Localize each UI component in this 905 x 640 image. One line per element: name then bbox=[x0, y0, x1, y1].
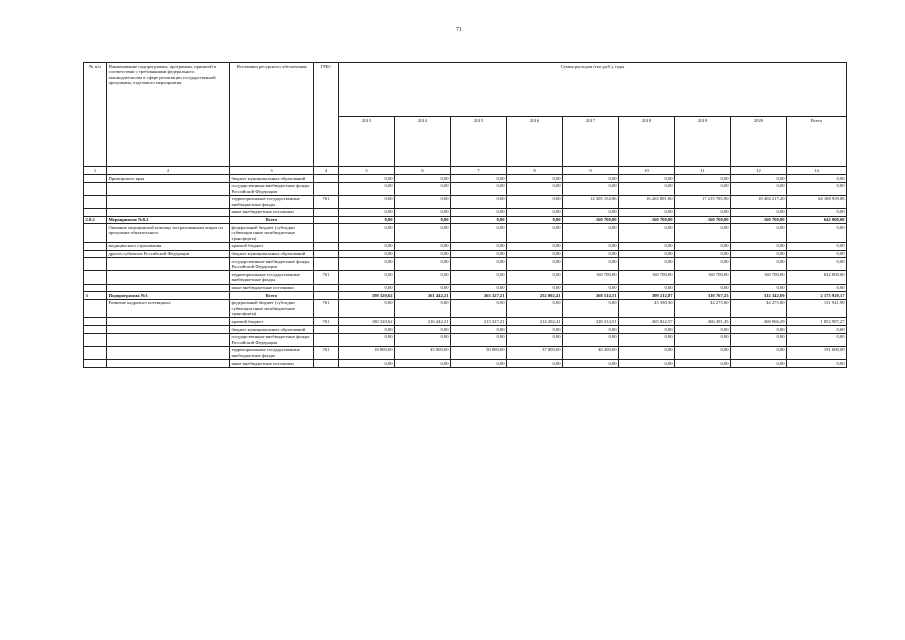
table-row bbox=[84, 333, 847, 346]
row-value: 0,00 bbox=[563, 224, 619, 243]
row-name: Подпрограмма №3 bbox=[107, 292, 230, 300]
row-value: 0,00 bbox=[787, 284, 847, 292]
row-value: 0,00 bbox=[787, 182, 847, 195]
row-value: 160 700,00 bbox=[675, 271, 731, 284]
row-source: Всего bbox=[230, 292, 314, 300]
row-value: 0,00 bbox=[563, 284, 619, 292]
row-value: 0,00 bbox=[451, 333, 507, 346]
row-name: медицинского страхования bbox=[107, 242, 230, 250]
row-source: государственные внебюджетные фонды Российской Федерации bbox=[230, 182, 314, 195]
row-value: 0,00 bbox=[395, 258, 451, 271]
column-number: 2 bbox=[107, 167, 230, 175]
row-value: 18 000,00 bbox=[339, 346, 395, 359]
row-value: 252 002,41 bbox=[507, 292, 563, 300]
row-value: 0,00 bbox=[731, 346, 787, 359]
row-value: 0,00 bbox=[339, 299, 395, 318]
row-value: 0,00 bbox=[731, 326, 787, 334]
row-value: 312 342,69 bbox=[731, 292, 787, 300]
row-source: территориальные государственные внебюджетные фонды bbox=[230, 195, 314, 208]
header-year: 2018 bbox=[619, 117, 675, 167]
table-row bbox=[84, 250, 847, 258]
row-value: 0,00 bbox=[563, 250, 619, 258]
row-source: иные внебюджетные источники bbox=[230, 208, 314, 216]
column-number: 8 bbox=[507, 167, 563, 175]
row-value: 0,00 bbox=[507, 271, 563, 284]
row-value: 160 700,00 bbox=[675, 216, 731, 224]
row-grbs: 761 bbox=[314, 346, 339, 359]
row-value: 0,00 bbox=[619, 326, 675, 334]
row-value: 0,00 bbox=[395, 299, 451, 318]
row-value: 265 822,57 bbox=[619, 318, 675, 326]
row-grbs: 761 bbox=[314, 271, 339, 284]
row-value: 0,00 bbox=[675, 224, 731, 243]
row-value: 268 066,29 bbox=[731, 318, 787, 326]
header-num: № п/п bbox=[84, 63, 107, 167]
row-value: 0,00 bbox=[563, 360, 619, 368]
row-number bbox=[84, 175, 107, 183]
row-value: 0,00 bbox=[731, 224, 787, 243]
row-source: федеральный бюджет (субсидии субвенции иные межбюджетные трансферты) bbox=[230, 224, 314, 243]
row-value: 213 327,21 bbox=[451, 318, 507, 326]
row-value: 37 800,00 bbox=[507, 346, 563, 359]
row-value: 0,00 bbox=[563, 258, 619, 271]
row-name bbox=[107, 333, 230, 346]
row-value: 0,00 bbox=[395, 208, 451, 216]
row-source: бюджет муниципальных образований bbox=[230, 250, 314, 258]
row-value: 0,00 bbox=[395, 242, 451, 250]
row-grbs bbox=[314, 224, 339, 243]
row-number bbox=[84, 360, 107, 368]
header-name: Наименование подпрограммы, программы, принятой в соответствии с требованиями федерального законодательства в сфере реализации государственной программы, отдельного мероприятия bbox=[107, 63, 230, 167]
header-year: 2020 bbox=[731, 117, 787, 167]
column-number: 10 bbox=[619, 167, 675, 175]
row-value: 0,00 bbox=[339, 250, 395, 258]
row-value: 160 700,00 bbox=[619, 216, 675, 224]
row-value: 0,00 bbox=[563, 299, 619, 318]
row-value: 0,00 bbox=[339, 333, 395, 346]
row-number bbox=[84, 326, 107, 334]
row-value: 180 320,62 bbox=[339, 318, 395, 326]
row-value: 0,00 bbox=[339, 216, 395, 224]
row-value: 0,00 bbox=[787, 326, 847, 334]
row-name bbox=[107, 318, 230, 326]
row-value: 0,00 bbox=[563, 242, 619, 250]
row-value: 0,00 bbox=[451, 258, 507, 271]
row-value: 263 327,21 bbox=[451, 292, 507, 300]
column-number: 9 bbox=[563, 167, 619, 175]
row-value: 0,00 bbox=[787, 333, 847, 346]
row-value: 0,00 bbox=[339, 326, 395, 334]
table-row bbox=[84, 360, 847, 368]
row-value: 0,00 bbox=[395, 360, 451, 368]
row-value: 0,00 bbox=[451, 182, 507, 195]
column-number: 1 bbox=[84, 167, 107, 175]
row-value: 0,00 bbox=[675, 250, 731, 258]
row-number bbox=[84, 242, 107, 250]
row-number bbox=[84, 333, 107, 346]
row-name bbox=[107, 284, 230, 292]
row-value: 0,00 bbox=[339, 284, 395, 292]
table-row bbox=[84, 271, 847, 284]
row-value: 0,00 bbox=[339, 175, 395, 183]
column-number: 7 bbox=[451, 167, 507, 175]
row-source: федеральный бюджет (субсидии субвенции иные межбюджетные трансферты) bbox=[230, 299, 314, 318]
table-row bbox=[84, 292, 847, 300]
row-value: 0,00 bbox=[339, 182, 395, 195]
row-value: 0,00 bbox=[619, 333, 675, 346]
table-row bbox=[84, 284, 847, 292]
header-year: 2016 bbox=[507, 117, 563, 167]
row-number bbox=[84, 271, 107, 284]
row-value: 0,00 bbox=[507, 224, 563, 243]
row-value: 0,00 bbox=[675, 182, 731, 195]
row-value: 0,00 bbox=[507, 284, 563, 292]
row-value: 0,00 bbox=[507, 299, 563, 318]
row-value: 0,00 bbox=[731, 208, 787, 216]
row-source: краевой бюджет bbox=[230, 318, 314, 326]
row-value: 16 263 801,00 bbox=[619, 195, 675, 208]
row-name bbox=[107, 195, 230, 208]
row-value: 0,00 bbox=[731, 175, 787, 183]
row-value: 43 390,30 bbox=[619, 299, 675, 318]
row-value: 44 275,80 bbox=[731, 299, 787, 318]
row-name bbox=[107, 326, 230, 334]
row-number bbox=[84, 208, 107, 216]
row-value: 160 700,00 bbox=[563, 216, 619, 224]
header-year: Всего bbox=[787, 117, 847, 167]
row-number bbox=[84, 182, 107, 195]
row-number bbox=[84, 195, 107, 208]
row-value: 0,00 bbox=[507, 195, 563, 208]
row-name bbox=[107, 346, 230, 359]
row-grbs bbox=[314, 182, 339, 195]
row-value: 310 767,25 bbox=[675, 292, 731, 300]
row-value: 0,00 bbox=[507, 208, 563, 216]
row-value: 0,00 bbox=[619, 346, 675, 359]
row-name: Мероприятие №8.2 bbox=[107, 216, 230, 224]
row-value: 40 200,00 bbox=[563, 346, 619, 359]
row-name bbox=[107, 208, 230, 216]
row-name bbox=[107, 360, 230, 368]
row-value: 191 000,00 bbox=[787, 346, 847, 359]
row-value: 214 202,41 bbox=[507, 318, 563, 326]
row-number: 2.8.2 bbox=[84, 216, 107, 224]
table-row bbox=[84, 299, 847, 318]
row-source: иные внебюджетные источники bbox=[230, 360, 314, 368]
row-value: 0,00 bbox=[395, 333, 451, 346]
row-value: 44 275,80 bbox=[675, 299, 731, 318]
row-grbs bbox=[314, 258, 339, 271]
row-number bbox=[84, 299, 107, 318]
row-grbs bbox=[314, 284, 339, 292]
row-value: 2 175 929,17 bbox=[787, 292, 847, 300]
row-value: 64 188 959,06 bbox=[787, 195, 847, 208]
row-value: 0,00 bbox=[787, 250, 847, 258]
row-value: 0,00 bbox=[451, 216, 507, 224]
header-year: 2017 bbox=[563, 117, 619, 167]
row-name: других субъектов Российской Федерации bbox=[107, 250, 230, 258]
row-value: 45 000,00 bbox=[395, 346, 451, 359]
row-value: 0,00 bbox=[507, 258, 563, 271]
row-value: 0,00 bbox=[339, 258, 395, 271]
row-grbs bbox=[314, 326, 339, 334]
row-value: 0,00 bbox=[563, 333, 619, 346]
row-value: 0,00 bbox=[731, 360, 787, 368]
row-value: 0,00 bbox=[675, 346, 731, 359]
row-source: территориальные государственные внебюджетные фонды bbox=[230, 346, 314, 359]
row-source: государственные внебюджетные фонды Российской Федерации bbox=[230, 333, 314, 346]
row-value: 0,00 bbox=[451, 242, 507, 250]
row-value: 0,00 bbox=[395, 284, 451, 292]
column-number: 11 bbox=[675, 167, 731, 175]
header-sum: Сумма расходов (тыс.руб.), годы bbox=[339, 63, 847, 117]
row-grbs: 761 bbox=[314, 195, 339, 208]
column-number: 5 bbox=[339, 167, 395, 175]
row-value: 642 800,00 bbox=[787, 216, 847, 224]
row-value: 0,00 bbox=[619, 224, 675, 243]
row-value: 12 305 154,96 bbox=[563, 195, 619, 208]
page-number: 71 bbox=[456, 27, 462, 33]
row-value: 642 800,00 bbox=[787, 271, 847, 284]
row-value: 0,00 bbox=[451, 299, 507, 318]
row-grbs bbox=[314, 333, 339, 346]
header-source: Источники ресурсного обеспечения bbox=[230, 63, 314, 167]
row-value: 0,00 bbox=[731, 182, 787, 195]
row-value: 0,00 bbox=[339, 242, 395, 250]
row-value: 216 442,21 bbox=[395, 318, 451, 326]
row-name bbox=[107, 271, 230, 284]
row-value: 0,00 bbox=[451, 175, 507, 183]
row-value: 0,00 bbox=[731, 250, 787, 258]
row-value: 0,00 bbox=[451, 208, 507, 216]
row-value: 131 941,90 bbox=[787, 299, 847, 318]
row-value: 18 404 217,20 bbox=[731, 195, 787, 208]
table-row bbox=[84, 175, 847, 183]
column-number: 4 bbox=[314, 167, 339, 175]
row-value: 0,00 bbox=[451, 195, 507, 208]
table-row bbox=[84, 216, 847, 224]
row-value: 228 314,51 bbox=[563, 318, 619, 326]
row-value: 0,00 bbox=[451, 250, 507, 258]
row-source: краевой бюджет bbox=[230, 242, 314, 250]
column-number: 12 bbox=[731, 167, 787, 175]
row-value: 0,00 bbox=[395, 326, 451, 334]
row-source: территориальные государственные внебюджетные фонды bbox=[230, 271, 314, 284]
row-value: 268 514,51 bbox=[563, 292, 619, 300]
row-value: 0,00 bbox=[395, 195, 451, 208]
row-value: 0,00 bbox=[339, 195, 395, 208]
row-value: 0,00 bbox=[675, 326, 731, 334]
row-name: Развитие кадрового потенциала bbox=[107, 299, 230, 318]
row-value: 0,00 bbox=[451, 360, 507, 368]
row-value: 0,00 bbox=[507, 216, 563, 224]
table-row bbox=[84, 208, 847, 216]
row-grbs bbox=[314, 216, 339, 224]
row-value: 266 491,45 bbox=[675, 318, 731, 326]
row-number bbox=[84, 224, 107, 243]
row-value: 0,00 bbox=[787, 360, 847, 368]
row-value: 0,00 bbox=[619, 182, 675, 195]
row-value: 0,00 bbox=[787, 175, 847, 183]
row-value: 0,00 bbox=[619, 208, 675, 216]
row-value: 0,00 bbox=[787, 242, 847, 250]
row-name bbox=[107, 258, 230, 271]
row-value: 0,00 bbox=[619, 242, 675, 250]
row-value: 0,00 bbox=[563, 326, 619, 334]
row-value: 0,00 bbox=[451, 284, 507, 292]
row-value: 0,00 bbox=[619, 360, 675, 368]
row-value: 0,00 bbox=[563, 182, 619, 195]
row-value: 0,00 bbox=[787, 224, 847, 243]
row-value: 0,00 bbox=[507, 326, 563, 334]
row-value: 198 320,62 bbox=[339, 292, 395, 300]
row-value: 0,00 bbox=[395, 224, 451, 243]
row-value: 0,00 bbox=[619, 250, 675, 258]
row-name: Оказание медицинской помощи застрахованным лицам по программе обязательного bbox=[107, 224, 230, 243]
row-value: 0,00 bbox=[619, 284, 675, 292]
row-name: Приморского края bbox=[107, 175, 230, 183]
row-value: 0,00 bbox=[395, 271, 451, 284]
table-row bbox=[84, 318, 847, 326]
row-value: 0,00 bbox=[451, 224, 507, 243]
row-source: бюджет муниципальных образований bbox=[230, 326, 314, 334]
row-value: 0,00 bbox=[395, 250, 451, 258]
row-value: 0,00 bbox=[563, 208, 619, 216]
header-year: 2015 bbox=[451, 117, 507, 167]
row-value: 160 700,00 bbox=[619, 271, 675, 284]
row-value: 0,00 bbox=[339, 360, 395, 368]
row-value: 0,00 bbox=[507, 360, 563, 368]
row-value: 0,00 bbox=[339, 208, 395, 216]
row-value: 0,00 bbox=[507, 242, 563, 250]
row-grbs bbox=[314, 250, 339, 258]
row-value: 0,00 bbox=[395, 175, 451, 183]
table-row bbox=[84, 346, 847, 359]
row-value: 0,00 bbox=[675, 208, 731, 216]
row-number: 3 bbox=[84, 292, 107, 300]
row-grbs bbox=[314, 242, 339, 250]
row-value: 0,00 bbox=[451, 271, 507, 284]
row-value: 0,00 bbox=[675, 242, 731, 250]
table-row bbox=[84, 258, 847, 271]
row-value: 50 000,00 bbox=[451, 346, 507, 359]
row-source: государственные внебюджетные фонды Российской Федерации bbox=[230, 258, 314, 271]
row-value: 17 215 785,90 bbox=[675, 195, 731, 208]
row-value: 1 852 987,27 bbox=[787, 318, 847, 326]
row-source: иные внебюджетные источники bbox=[230, 284, 314, 292]
row-value: 0,00 bbox=[675, 175, 731, 183]
row-value: 0,00 bbox=[451, 326, 507, 334]
row-number bbox=[84, 318, 107, 326]
table-row bbox=[84, 182, 847, 195]
column-number: 14 bbox=[787, 167, 847, 175]
row-grbs bbox=[314, 360, 339, 368]
row-value: 0,00 bbox=[675, 333, 731, 346]
header-year: 2013 bbox=[339, 117, 395, 167]
row-value: 0,00 bbox=[787, 208, 847, 216]
row-source: бюджет муниципальных образований bbox=[230, 175, 314, 183]
row-value: 160 700,00 bbox=[563, 271, 619, 284]
column-number: 6 bbox=[395, 167, 451, 175]
row-grbs bbox=[314, 208, 339, 216]
row-value: 0,00 bbox=[339, 271, 395, 284]
row-number bbox=[84, 346, 107, 359]
table-row bbox=[84, 242, 847, 250]
row-value: 0,00 bbox=[675, 284, 731, 292]
row-value: 0,00 bbox=[731, 333, 787, 346]
row-value: 0,00 bbox=[395, 182, 451, 195]
row-value: 261 442,21 bbox=[395, 292, 451, 300]
column-number: 3 bbox=[230, 167, 314, 175]
header-year: 2019 bbox=[675, 117, 731, 167]
row-grbs bbox=[314, 175, 339, 183]
row-name bbox=[107, 182, 230, 195]
row-value: 0,00 bbox=[787, 258, 847, 271]
table-row bbox=[84, 195, 847, 208]
row-value: 0,00 bbox=[731, 258, 787, 271]
row-value: 0,00 bbox=[507, 175, 563, 183]
row-value: 0,00 bbox=[619, 258, 675, 271]
row-value: 309 212,87 bbox=[619, 292, 675, 300]
row-value: 0,00 bbox=[731, 284, 787, 292]
table-row bbox=[84, 224, 847, 243]
row-value: 0,00 bbox=[507, 182, 563, 195]
row-number bbox=[84, 284, 107, 292]
budget-table bbox=[83, 62, 847, 368]
row-value: 0,00 bbox=[675, 360, 731, 368]
row-value: 0,00 bbox=[731, 242, 787, 250]
row-number bbox=[84, 250, 107, 258]
row-value: 0,00 bbox=[395, 216, 451, 224]
table-row bbox=[84, 326, 847, 334]
row-value: 0,00 bbox=[675, 258, 731, 271]
row-grbs: 761 bbox=[314, 318, 339, 326]
row-value: 0,00 bbox=[507, 250, 563, 258]
row-source: Всего bbox=[230, 216, 314, 224]
row-grbs: 761 bbox=[314, 299, 339, 318]
row-value: 160 700,00 bbox=[731, 216, 787, 224]
header-grbs: ГРБС bbox=[314, 63, 339, 167]
row-grbs bbox=[314, 292, 339, 300]
row-value: 0,00 bbox=[563, 175, 619, 183]
header-year: 2014 bbox=[395, 117, 451, 167]
row-value: 0,00 bbox=[619, 175, 675, 183]
row-value: 160 700,00 bbox=[731, 271, 787, 284]
row-value: 0,00 bbox=[339, 224, 395, 243]
row-value: 0,00 bbox=[507, 333, 563, 346]
row-number bbox=[84, 258, 107, 271]
